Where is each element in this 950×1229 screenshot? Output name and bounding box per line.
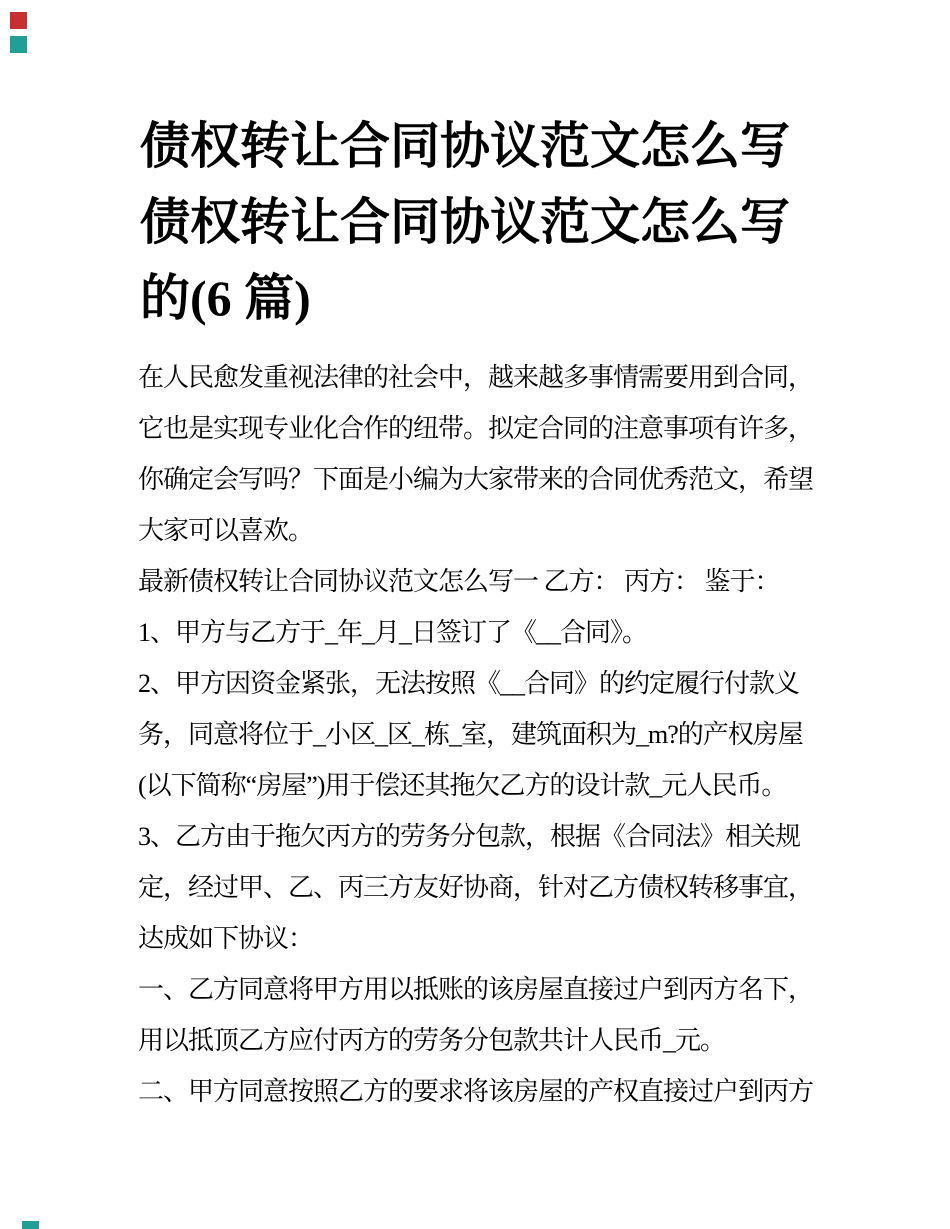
body-text-line: 在人民愈发重视法律的社会中，越来越多事情需要用到合同，: [138, 363, 814, 392]
title-line: 债权转让合同协议范文怎么写: [140, 118, 790, 174]
title-line: 债权转让合同协议范文怎么写: [140, 194, 790, 250]
body-text-line: 最新债权转让合同协议范文怎么写一 乙方： 丙方： 鉴于：: [138, 567, 780, 596]
body-text-line: 达成如下协议：: [138, 924, 314, 953]
body-text-line: 3、乙方由于拖欠丙方的劳务分包款，根据《合同法》相关规: [138, 822, 801, 851]
body-text-line: 它也是实现专业化合作的纽带。拟定合同的注意事项有许多，: [138, 414, 814, 443]
body-text-line: 定，经过甲、乙、丙三方友好协商，针对乙方债权转移事宜，: [138, 873, 814, 902]
body-text-line: 你确定会写吗？下面是小编为大家带来的合同优秀范文，希望: [138, 465, 814, 494]
teal-bottom-edge-mark: [22, 1221, 39, 1229]
body-text-line: 务，同意将位于_小区_区_栋_室，建筑面积为_m?的产权房屋: [138, 720, 803, 749]
document-title: [140, 108, 860, 336]
document-body: [138, 352, 838, 1117]
body-text-line: 1、甲方与乙方于_年_月_日签订了《__合同》。: [138, 618, 648, 647]
body-text-line: 二、甲方同意按照乙方的要求将该房屋的产权直接过户到丙方: [138, 1077, 814, 1106]
red-square-mark: [10, 12, 27, 29]
body-text-line: 2、甲方因资金紧张，无法按照《__合同》的约定履行付款义: [138, 669, 800, 698]
body-text-line: 大家可以喜欢。: [138, 516, 314, 545]
body-text-line: 用以抵顶乙方应付丙方的劳务分包款共计人民币_元。: [138, 1026, 726, 1055]
body-text-line: 一、乙方同意将甲方用以抵账的该房屋直接过户到丙方名下，: [138, 975, 814, 1004]
teal-square-mark: [10, 36, 27, 53]
body-text-line: (以下简称“房屋”)用于偿还其拖欠乙方的设计款_元人民币。: [138, 771, 787, 800]
title-line: 的(6 篇): [140, 270, 311, 326]
